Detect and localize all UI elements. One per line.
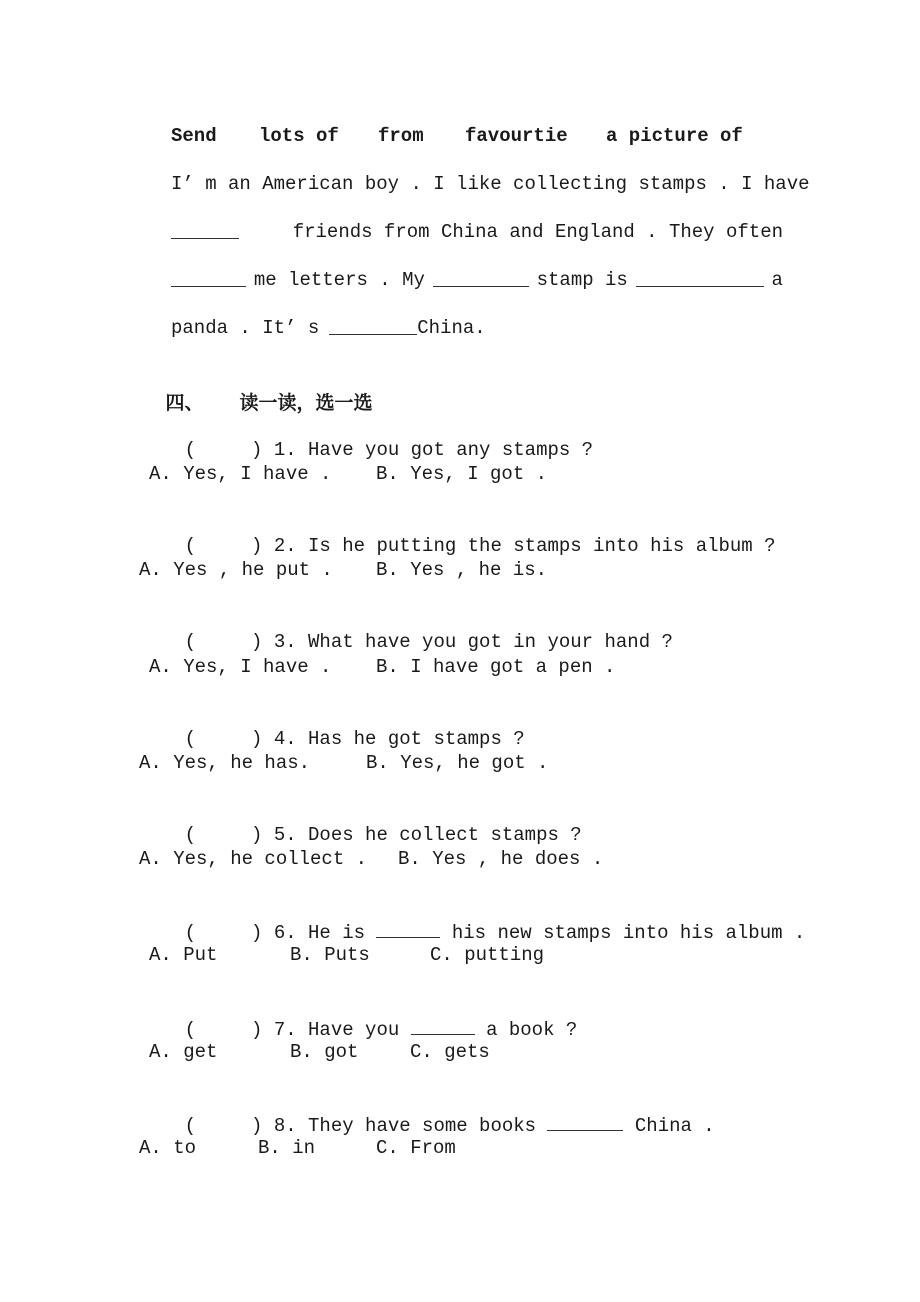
answer-paren-open: ( <box>184 439 197 461</box>
fill-blank[interactable] <box>547 1112 623 1131</box>
option-a: A. Yes, he collect . <box>139 848 368 870</box>
answer-paren-open: ( <box>184 824 197 846</box>
question-stem-after: a book ? <box>486 1019 578 1041</box>
option-b: B. Yes , he does . <box>398 848 604 870</box>
option-b: B. Puts <box>290 944 370 966</box>
question-stem: 4. Has he got stamps ? <box>273 728 525 750</box>
answer-paren-open: ( <box>184 728 197 750</box>
option-a: A. Yes, I have . <box>149 463 332 485</box>
option-a: A. Put <box>149 944 218 966</box>
question-stem: 2. Is he putting the stamps into his album ? <box>273 535 776 557</box>
answer-paren-close: ) <box>251 535 263 557</box>
answer-paren-close: ) <box>251 728 263 750</box>
word-bank-item: favourtie <box>465 125 568 147</box>
passage-text: China. <box>417 317 486 339</box>
fill-blank[interactable] <box>636 268 764 287</box>
question-stem: 3. What have you got in your hand ? <box>273 631 673 653</box>
fill-blank[interactable] <box>376 919 440 938</box>
answer-paren-open: ( <box>184 1019 197 1041</box>
option-b: B. Yes, I got . <box>376 463 548 485</box>
option-a: A. to <box>139 1137 197 1159</box>
passage-text: stamp is <box>536 269 628 291</box>
answer-paren-close: ) <box>251 922 263 944</box>
option-a: A. get <box>149 1041 218 1063</box>
section-number: 四、 <box>165 392 204 414</box>
answer-paren-open: ( <box>184 631 197 653</box>
passage-line-3 <box>171 268 783 292</box>
answer-paren-close: ) <box>251 824 263 846</box>
fill-blank[interactable] <box>171 268 246 287</box>
fill-blank[interactable] <box>411 1016 475 1035</box>
question-stem-before: 7. Have you <box>273 1019 400 1041</box>
section-title: 读一读，选一选 <box>239 392 373 414</box>
passage-text: panda . It’ s <box>171 317 320 339</box>
answer-paren-close: ) <box>251 1019 263 1041</box>
question-stem-before: 6. He is <box>273 922 366 944</box>
option-c: C. putting <box>430 944 545 966</box>
passage-text: me letters . My <box>253 269 425 291</box>
option-b: B. got <box>290 1041 359 1063</box>
option-c: C. From <box>376 1137 456 1159</box>
fill-blank[interactable] <box>329 316 417 335</box>
passage-line-2 <box>171 220 783 244</box>
answer-paren-open: ( <box>184 922 197 944</box>
word-bank-item: Send <box>171 125 217 147</box>
word-bank-item: lots of <box>259 125 339 147</box>
passage-line-4 <box>171 316 783 340</box>
question-stem-before: 8. They have some books <box>273 1115 537 1137</box>
passage-text: a <box>771 269 783 291</box>
option-b: B. in <box>258 1137 316 1159</box>
question-stem-after: his new stamps into his album . <box>451 922 806 944</box>
word-bank-item: from <box>378 125 424 147</box>
option-a: A. Yes, I have . <box>149 656 332 678</box>
option-b: B. Yes , he is. <box>376 559 548 581</box>
fill-blank[interactable] <box>171 220 239 239</box>
option-c: C. gets <box>410 1041 490 1063</box>
question-stem: 1. Have you got any stamps ? <box>273 439 594 461</box>
answer-paren-close: ) <box>251 631 263 653</box>
answer-paren-open: ( <box>184 535 197 557</box>
option-a: A. Yes , he put . <box>139 559 333 581</box>
word-bank-item: a picture of <box>606 125 743 147</box>
passage-text: friends from China and England . They often <box>292 221 783 243</box>
passage-line-1 <box>171 172 810 196</box>
question-stem: 5. Does he collect stamps ? <box>273 824 582 846</box>
answer-paren-open: ( <box>184 1115 197 1137</box>
fill-blank[interactable] <box>433 268 529 287</box>
option-b: B. Yes, he got . <box>366 752 549 774</box>
answer-paren-close: ) <box>251 1115 263 1137</box>
passage-text: I’ m an American boy . I like collecting stamps . I have <box>171 173 810 195</box>
option-a: A. Yes, he has. <box>139 752 311 774</box>
question-stem-after: China . <box>634 1115 715 1137</box>
option-b: B. I have got a pen . <box>376 656 616 678</box>
answer-paren-close: ) <box>251 439 263 461</box>
